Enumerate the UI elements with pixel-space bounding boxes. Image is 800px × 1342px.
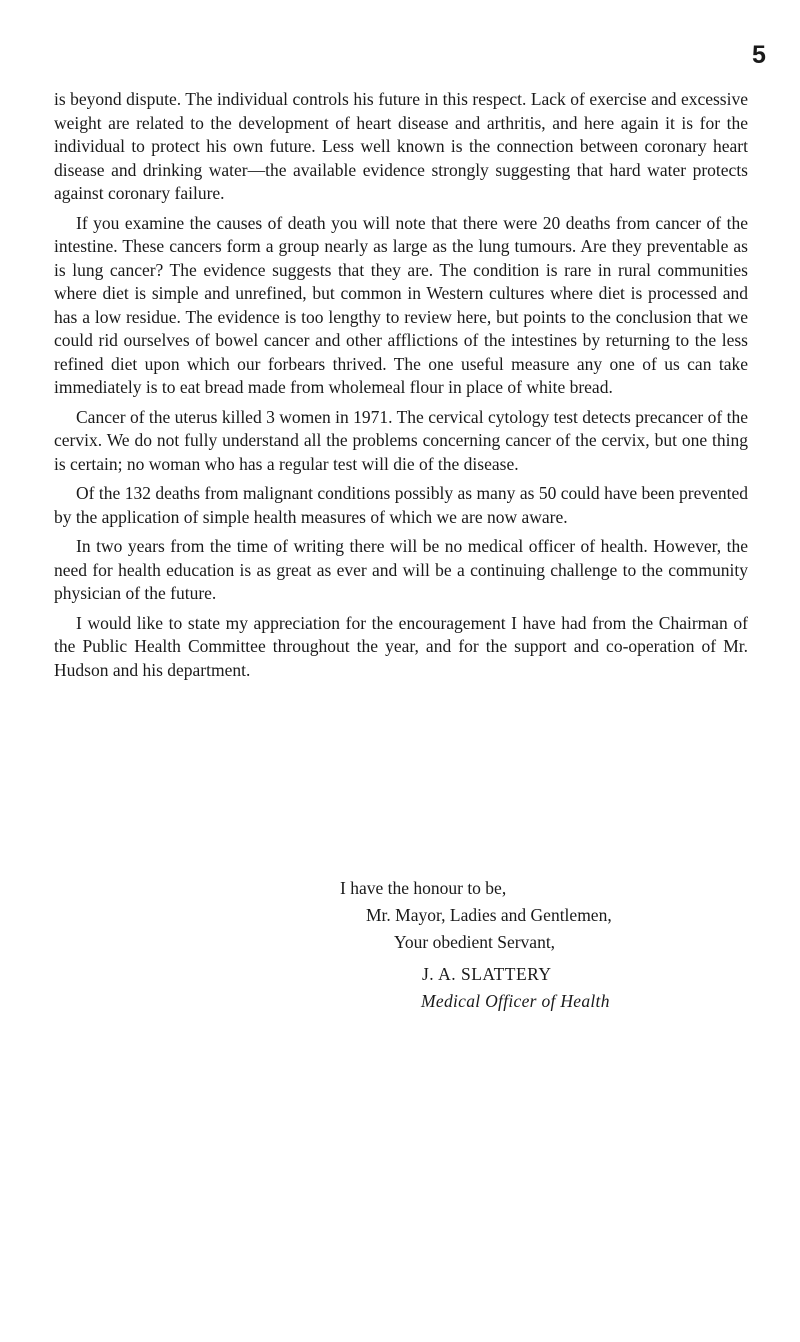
signature-title: Medical Officer of Health [421, 991, 610, 1011]
paragraph-preventable-deaths: Of the 132 deaths from malignant conditions possibly as many as 50 could have been prevented by the application of simple health measures of which we are now aware. [54, 483, 748, 527]
document-body [54, 88, 748, 688]
paragraph-uterine-cancer: Cancer of the uterus killed 3 women in 1971. The cervical cytology test detects precancer of the cervix. We do not fully understand all the problems concerning cancer of the cervix, but one thing is certain; no woman who has a regular test will die of the disease. [54, 406, 748, 474]
closing-honour-line: I have the honour to be, [340, 878, 507, 898]
closing-salutation-line: Mr. Mayor, Ladies and Gentlemen, [366, 905, 612, 925]
paragraph-health-education: In two years from the time of writing there will be no medical officer of health. However, the need for health education is as great as ever and will be a continuing challenge to the community physician of the future. [54, 536, 748, 603]
signature-name: J. A. SLATTERY [422, 964, 552, 984]
paragraph-continuation: is beyond dispute. The individual controls his future in this respect. Lack of exercise and excessive weight are related to the development of heart disease and arthritis, and here again it is for the individual to protect his own future. Less well known is the connection between coronary heart disease and drinking water—the available evidence strongly suggesting that hard water protects against coronary failure. [54, 89, 748, 203]
closing-servant-line: Your obedient Servant, [394, 932, 556, 952]
page-number: 5 [752, 41, 766, 69]
paragraph-appreciation: I would like to state my appreciation for the encouragement I have had from the Chairman of the Public Health Committee throughout the year, and for the support and co-operation of Mr. Hudson and his department. [54, 612, 748, 680]
paragraph-intestinal-cancer: If you examine the causes of death you will note that there were 20 deaths from cancer of the intestine. These cancers form a group nearly as large as the lung tumours. Are they preventable as is lung cancer? The evidence suggests that they are. The condition is rare in rural communities where diet is simple and unrefined, but common in Western cultures where diet is processed and has a low residue. The evidence is too lengthy to review here, but points to the conclusion that we could rid ourselves of bowel cancer and other afflictions of the intestines by returning to the less refined diet upon which our forbears thrived. The one useful measure any one of us can take immediately is to eat bread made from wholemeal flour in place of white bread. [54, 212, 748, 397]
